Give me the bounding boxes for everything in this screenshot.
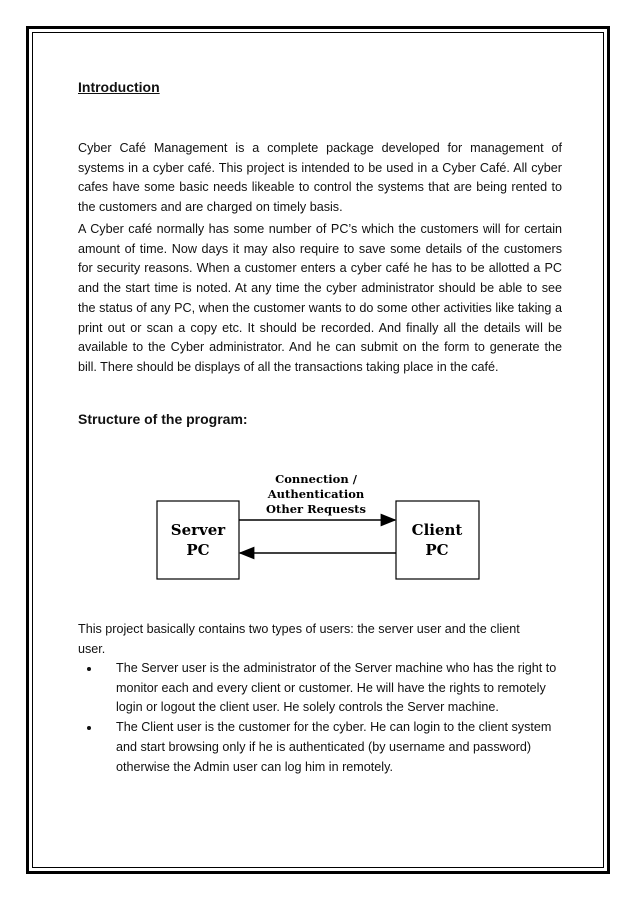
server-label-line1: Server xyxy=(170,521,226,539)
introduction-paragraph-1: Cyber Café Management is a complete package developed for management of systems in a cyber café. This project is intended to be used in a Cyber Café. All cyber cafes have some basic needs likeable to control the systems that are being rented to the customers and are charged on timely basis. xyxy=(78,141,562,215)
introduction-paragraph-2: A Cyber café normally has some number of PC’s which the customers will for certain amount of time. Now days it may also require to save some details of the customers for security reasons. When a customer enters a cyber café he has to be allotted a PC and the start time is noted. At any time the cyber administrator should be able to see the status of any PC, when the customer wants to do some other activities like taking a print out or scan a copy etc. It should be recorded. And finally all the details will be available to the Cyber administrator. And he can submit on the form to generate the bill. There should be displays of all the transactions taking place in the café. xyxy=(78,222,562,374)
bullet-text-server-user: The Server user is the administrator of the Server machine who has the right to monitor each and every client or customer. He will have the rights to remotely login or logout the client user. He solely controls the Server machine. xyxy=(116,661,557,715)
client-label-line2: PC xyxy=(425,541,449,559)
bullet-text-client-user: The Client user is the customer for the cyber. He can login to the client system and start browsing only if he is authenticated (by username and password) otherwise the Admin user can log him in remotely. xyxy=(116,720,552,774)
introduction-heading: Introduction xyxy=(78,79,160,95)
structure-heading: Structure of the program: xyxy=(78,411,248,427)
users-intro-paragraph: This project basically contains two types of users: the server user and the client user. xyxy=(78,622,520,656)
list-item xyxy=(78,659,562,718)
arrow-label-line2: Authentication xyxy=(267,487,365,501)
list-item xyxy=(78,718,562,777)
server-pc-box xyxy=(157,501,239,579)
bullet-icon xyxy=(87,726,91,730)
arrow-label-line1: Connection / xyxy=(275,472,357,486)
client-label-line1: Client xyxy=(411,521,463,539)
arrow-label-line3: Other Requests xyxy=(266,502,366,516)
program-structure-diagram xyxy=(150,462,480,584)
server-label-line2: PC xyxy=(186,541,210,559)
user-types-list xyxy=(78,659,562,777)
bullet-icon xyxy=(87,667,91,671)
client-pc-box xyxy=(396,501,479,579)
